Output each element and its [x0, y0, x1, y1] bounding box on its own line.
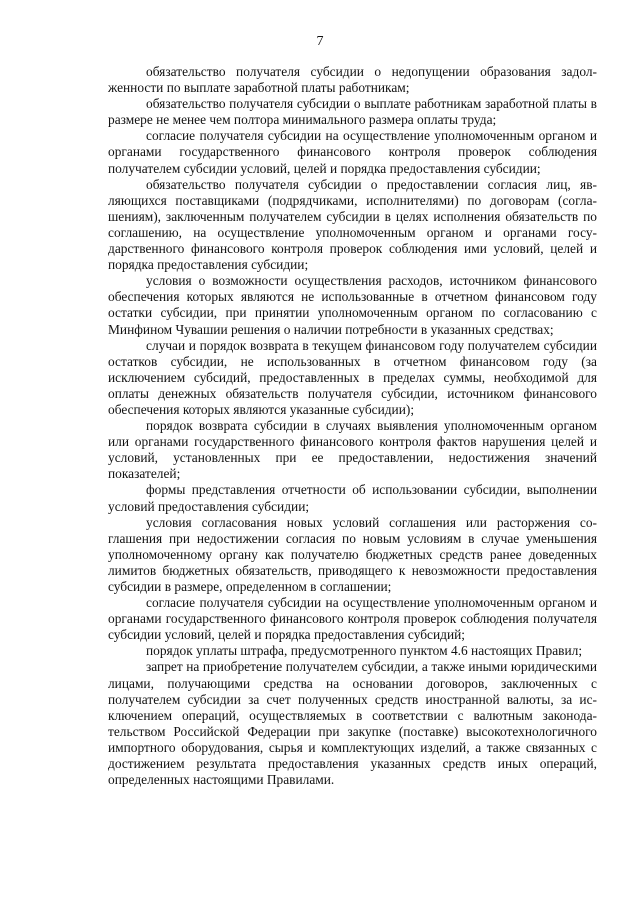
- paragraph: условия согласования новых условий соглашения или расторжения соглашения при недостижении согласия по новым условиям в случае уменьшения уполномоченному органу как получателю бюджетных средств ранее доведенных лимитов бюджетных обязательств, приводящего к невозможности предоставления субсидии в размере, определенном в соглашении;: [108, 514, 597, 594]
- paragraph: формы представления отчетности об использовании субсидии, выполнении условий предоставления субсидии;: [108, 482, 597, 514]
- paragraph: условия о возможности осуществления расходов, источником финансового обеспечения которых являются не использованные в отчетном финансовом году остатки субсидии, при принятии уполномоченным органом по согласованию с Минфином Чувашии решения о наличии потребности в указанных средствах;: [108, 273, 597, 337]
- document-body: [108, 64, 597, 788]
- paragraph: обязательство получателя субсидии о недопущении образования задолженности по выплате заработной платы работникам;: [108, 64, 597, 96]
- paragraph: обязательство получателя субсидии о предоставлении согласия лиц, являющихся поставщиками (подрядчиками, исполнителями) по договорам (соглашениям), заключенным получателем субсидии в целях исполнения обязательств по соглашению, на осуществление уполномоченным органом и органами государственного финансового контроля проверок соблюдения ими условий, целей и порядка предоставления субсидии;: [108, 176, 597, 273]
- paragraph: случаи и порядок возврата в текущем финансовом году получателем субсидии остатков субсидии, не использованных в отчетном финансовом году (за исключением субсидий, предоставленных в пределах суммы, необходимой для оплаты денежных обязательств получателя субсидии, источником финансового обеспечения которых являются указанные субсидии);: [108, 337, 597, 417]
- paragraph: обязательство получателя субсидии о выплате работникам заработной платы в размере не менее чем полтора минимального размера оплаты труда;: [108, 96, 597, 128]
- page-number: 7: [316, 34, 324, 49]
- paragraph: порядок уплаты штрафа, предусмотренного пунктом 4.6 настоящих Правил;: [146, 643, 583, 659]
- paragraph: согласие получателя субсидии на осуществление уполномоченным органом и органами государственного финансового контроля проверок соблюдения получателя субсидии условий, целей и порядка предоставления субсидий;: [108, 595, 597, 643]
- paragraph: запрет на приобретение получателем субсидии, а также иными юридическими лицами, получающими средства на основании договоров, заключенных с получателем субсидии за счет полученных средств иностранной валюты, за исключением операций, осуществляемых в соответствии с валютным законодательством Российской Федерации при закупке (поставке) высокотехнологичного импортного оборудования, сырья и комплектующих изделий, а также связанных с достижением результата предоставления указанных средств иных операций, определенных настоящими Правилами.: [108, 659, 597, 788]
- paragraph: согласие получателя субсидии на осуществление уполномоченным органом и органами государственного финансового контроля проверок соблюдения получателем субсидии условий, целей и порядка предоставления субсидии;: [108, 128, 597, 176]
- paragraph: порядок возврата субсидии в случаях выявления уполномоченным органом или органами государственного финансового контроля фактов нарушения целей и условий, установленных при ее предоставлении, недостижения значений показателей;: [108, 418, 597, 482]
